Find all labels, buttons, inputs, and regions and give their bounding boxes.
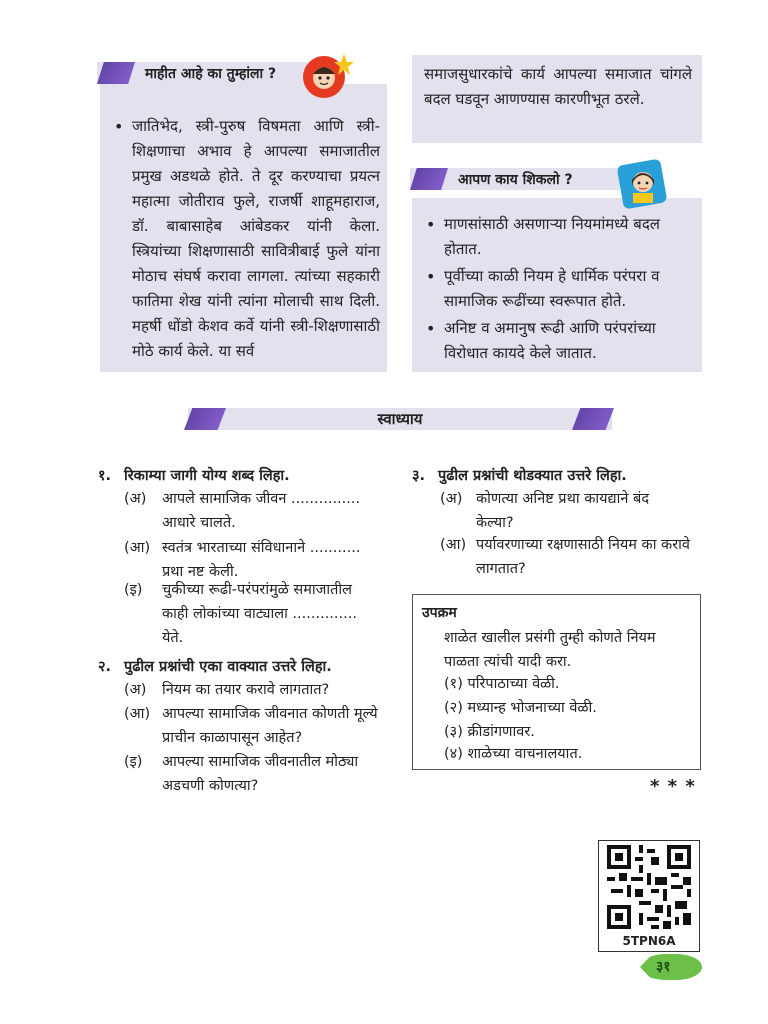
q1-item-a-line2: आधारे चालते. xyxy=(162,515,236,531)
q2-item-c-line2: अडचणी कोणत्या? xyxy=(162,778,259,794)
did-you-know-bullet: • जातिभेद, स्त्री-पुरुष विषमता आणि स्त्री-शिक्षणाचा अभाव हे आपल्या समाजातील प्रमुख अडथळे होते. ते दूर करण्याचा प्रयत्न महात्मा जोतीराव फुले, राजर्षी शाहूमहाराज, डॉ. बाबासाहेब आंबेडकर यांनी केला. स्त्रियांच्या शिक्षणासाठी सावित्रीबाई फुले यांना मोठाच संघर्ष करावा लागला. त्यांच्या सहकारी फातिमा शेख यांनी त्यांना मोलाची साथ दिली. महर्षी धोंडो केशव कर्वे यांनी स्त्री-शिक्षणासाठी मोठे कार्य केले. या सर्व xyxy=(112,114,380,364)
q2-item-c-mark: (इ) xyxy=(124,754,143,770)
q3-item-a-line1: कोणत्या अनिष्ट प्रथा कायद्याने बंद xyxy=(476,491,650,507)
header-chip-decoration xyxy=(410,168,448,190)
q3-item-b-line1: पर्यावरणाच्या रक्षणासाठी नियम का करावे xyxy=(476,537,690,553)
q1-item-b-line2: प्रथा नष्ट केली. xyxy=(162,564,239,580)
q2-item-a xyxy=(124,678,390,702)
q2-item-a-line1: नियम का तयार करावे लागतात? xyxy=(162,682,330,698)
q1-item-c-mark: (इ) xyxy=(124,582,143,598)
q1-item-a-mark: (अ) xyxy=(124,491,147,507)
q3-item-a-mark: (अ) xyxy=(440,491,463,507)
did-you-know-heading: माहीत आहे का तुम्हांला ? xyxy=(145,65,277,82)
qr-code-icon xyxy=(599,841,699,933)
q2-item-b-mark: (आ) xyxy=(124,706,151,722)
page-number-leaf xyxy=(640,954,702,980)
section-end-stars: * * * xyxy=(650,776,696,797)
q3-item-b-mark: (आ) xyxy=(440,537,467,553)
girl-reading-icon xyxy=(616,158,670,210)
q2-item-b-line1: आपल्या सामाजिक जीवनात कोणती मूल्ये xyxy=(162,706,378,722)
q2-item-c xyxy=(124,750,390,798)
activity-item-4: (४) शाळेच्या वाचनालयात. xyxy=(444,746,583,762)
activity-intro-line1: शाळेत खालील प्रसंगी तुम्ही कोणते नियम xyxy=(444,630,656,646)
activity-item-3: (३) क्रीडांगणावर. xyxy=(444,724,535,740)
q1-item-c-line3: येते. xyxy=(162,630,184,646)
q1-item-a xyxy=(124,487,390,535)
activity-item-1: (१) परिपाठाच्या वेळी. xyxy=(444,676,560,692)
activity-intro-line2: पाळता त्यांची यादी करा. xyxy=(444,654,572,670)
learned-bullet-1: • माणसांसाठी असणाऱ्या नियमांमध्ये बदल होतात. xyxy=(424,212,694,262)
exercise-title: स्वाध्याय xyxy=(377,410,423,428)
what-we-learned-list xyxy=(424,212,694,368)
qr-code-box[interactable] xyxy=(598,840,700,952)
what-we-learned-header xyxy=(410,168,620,190)
learned-bullet-2: • पूर्वीच्या काळी नियम हे धार्मिक परंपरा व सामाजिक रूढींच्या स्वरूपात होते. xyxy=(424,264,694,314)
q3-title: पुढील प्रश्नांची थोडक्यात उत्तरे लिहा. xyxy=(438,468,627,484)
q2-item-b-line2: प्राचीन काळापासून आहेत? xyxy=(162,730,303,746)
q3-item-b-line2: लागतात? xyxy=(476,561,526,577)
q2-item-a-mark: (अ) xyxy=(124,682,147,698)
thinking-boy-icon xyxy=(298,50,354,100)
q1-item-b xyxy=(124,536,390,584)
q1-item-c-line2: काही लोकांच्या वाट्याला .............. xyxy=(162,606,357,622)
activity-title: उपक्रम xyxy=(422,605,457,621)
q3-item-a-line2: केल्या? xyxy=(476,515,514,531)
q1-item-b-mark: (आ) xyxy=(124,540,151,556)
q1-title: रिकाम्या जागी योग्य शब्द लिहा. xyxy=(124,468,290,484)
q1-item-c xyxy=(124,578,390,650)
q3-item-b xyxy=(440,533,702,581)
activity-item-2: (२) मध्यान्ह भोजनाच्या वेळी. xyxy=(444,700,597,716)
page-number: ३१ xyxy=(656,959,671,975)
qr-code-label: 5TPN6A xyxy=(622,934,676,948)
q3-item-a xyxy=(440,487,702,535)
did-you-know-header xyxy=(97,62,307,84)
q2-item-c-line1: आपल्या सामाजिक जीवनातील मोठ्या xyxy=(162,754,359,770)
q2-item-b xyxy=(124,702,390,750)
header-chip-decoration xyxy=(97,62,135,84)
q2-title: पुढील प्रश्नांची एका वाक्यात उत्तरे लिहा. xyxy=(124,659,332,675)
continuation-text: समाजसुधारकांचे कार्य आपल्या समाजात चांगले बदल घडवून आणण्यास कारणीभूत ठरले. xyxy=(424,65,692,108)
q3-number: ३. xyxy=(412,468,426,484)
did-you-know-list xyxy=(112,114,380,366)
q1-item-c-line1: चुकीच्या रूढी-परंपरांमुळे समाजातील xyxy=(162,582,353,598)
what-we-learned-heading: आपण काय शिकलो ? xyxy=(458,171,573,188)
q2-number: २. xyxy=(98,659,112,675)
q1-item-b-line1: स्वतंत्र भारताच्या संविधानाने ........... xyxy=(162,540,361,556)
learned-bullet-3: • अनिष्ट व अमानुष रूढी आणि परंपरांच्या विरोधात कायदे केले जातात. xyxy=(424,316,694,366)
q1-number: १. xyxy=(98,468,112,484)
q1-item-a-line1: आपले सामाजिक जीवन ............... xyxy=(162,491,361,507)
